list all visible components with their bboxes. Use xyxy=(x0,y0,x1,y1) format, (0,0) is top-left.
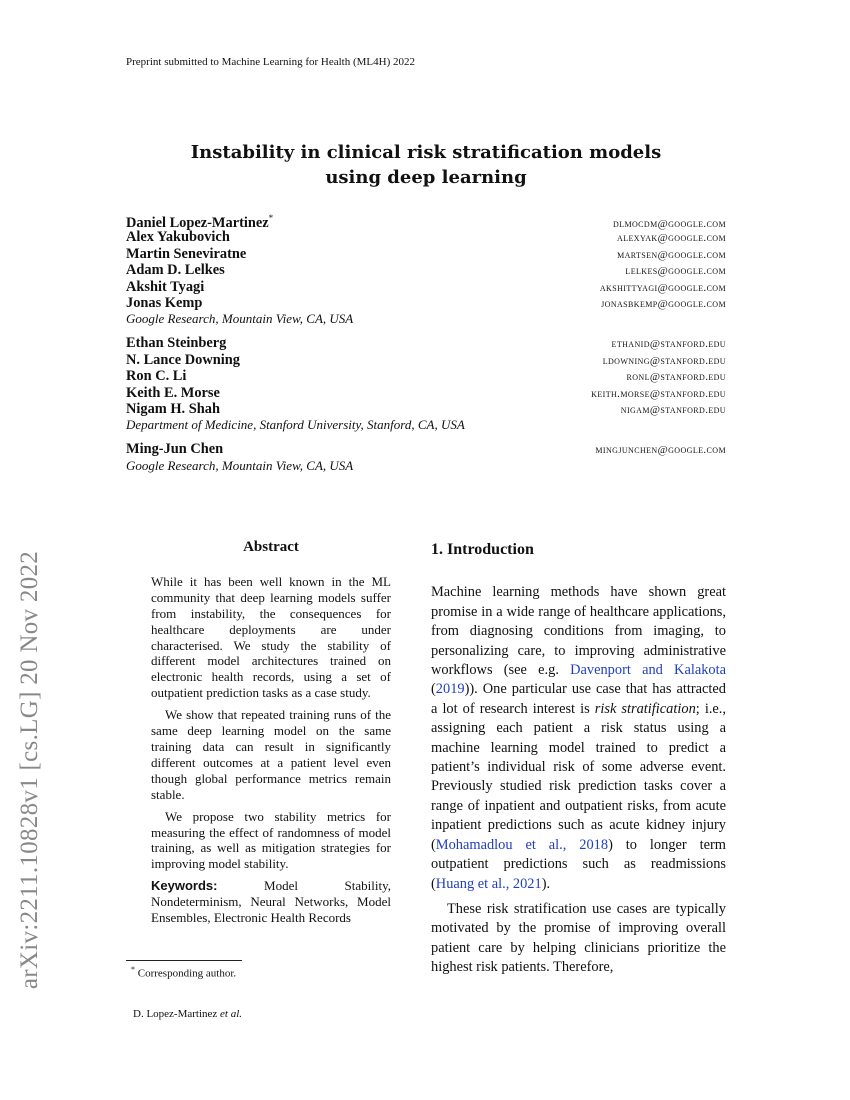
author-email[interactable]: ethanid@stanford.edu xyxy=(611,338,726,351)
author-name: Alex Yakubovich xyxy=(126,229,230,246)
author-email[interactable]: jonasbkemp@google.com xyxy=(601,297,726,310)
author-row xyxy=(126,229,726,245)
author-row xyxy=(126,335,726,351)
footnote xyxy=(131,965,236,980)
affiliation-stanford: Department of Medicine, Stanford University, Stanford, CA, USA xyxy=(126,417,465,433)
author-row xyxy=(126,246,726,262)
author-email[interactable]: keith.morse@stanford.edu xyxy=(591,387,726,400)
author-row xyxy=(126,401,726,417)
author-name: Ethan Steinberg xyxy=(126,335,227,352)
author-email[interactable]: ldowning@stanford.edu xyxy=(602,354,726,367)
abstract-paragraph-2: We show that repeated training runs of the same deep learning model on the same training data can result in significantly different outcomes at a patient level even though global performance metrics remain stable. xyxy=(151,707,391,802)
author-name: Daniel Lopez-Martinez* xyxy=(126,213,274,231)
author-name: Jonas Kemp xyxy=(126,294,203,311)
author-row xyxy=(126,213,726,229)
keywords-label: Keywords: xyxy=(151,878,218,894)
affiliation-google: Google Research, Mountain View, CA, USA xyxy=(126,311,354,327)
author-email[interactable]: nigam@stanford.edu xyxy=(620,403,726,416)
author-email[interactable]: ronl@stanford.edu xyxy=(626,371,726,384)
citation-davenport[interactable]: Davenport and Kalakota xyxy=(570,662,726,679)
author-row xyxy=(126,352,726,368)
author-row xyxy=(126,279,726,295)
author-email[interactable]: dlmocdm@google.com xyxy=(613,217,726,230)
author-row xyxy=(126,295,726,311)
author-name: Adam D. Lelkes xyxy=(126,262,225,279)
author-name: Nigam H. Shah xyxy=(126,400,220,417)
arxiv-identifier: arXiv:2211.10828v1 [cs.LG] 20 Nov 2022 xyxy=(16,550,43,990)
running-footer: D. Lopez-Martinez et al. xyxy=(133,1008,243,1020)
author-email[interactable]: akshittyagi@google.com xyxy=(599,281,726,294)
preprint-note: Preprint submitted to Machine Learning for Health (ML4H) 2022 xyxy=(126,56,415,68)
author-name: N. Lance Downing xyxy=(126,351,240,368)
paper-title xyxy=(126,140,726,190)
corresponding-mark: * xyxy=(268,213,274,223)
introduction-paragraph-1: Machine learning methods have shown great promise in a wide range of healthcare applications, from diagnosing conditions from imaging, to personalizing care, to improving administrative workflows (see e.g. Davenport and Kalakota (2019)). One particular use case that has attracted a lot of research interest is risk stratification; i.e., assigning each patient a risk status using a machine learning model trained to predict a patient’s individual risk of some adverse event. Previously studied risk prediction tasks cover a range of inpatient and outpatient risks, from acute inpatient predictions such as acute kidney injury (Mohamadlou et al., 2018) to longer term outpatient predictions such as readmissions (Huang et al., 2021). xyxy=(431,584,726,892)
author-email[interactable]: lelkes@google.com xyxy=(625,265,726,278)
citation-davenport-year[interactable]: 2019 xyxy=(435,681,465,698)
citation-huang[interactable]: Huang et al., 2021 xyxy=(435,875,542,892)
author-email[interactable]: alexyak@google.com xyxy=(617,232,726,245)
author-row xyxy=(126,441,726,457)
title-line-1: Instability in clinical risk stratification models xyxy=(190,142,662,163)
keywords xyxy=(151,878,391,926)
author-row xyxy=(126,385,726,401)
footnote-rule xyxy=(126,960,242,961)
author-name: Martin Seneviratne xyxy=(126,245,247,262)
author-row xyxy=(126,262,726,278)
author-name: Keith E. Morse xyxy=(126,384,220,401)
affiliation-google-2: Google Research, Mountain View, CA, USA xyxy=(126,457,354,473)
title-line-2: using deep learning xyxy=(325,167,527,188)
author-name: Ming-Jun Chen xyxy=(126,441,224,458)
author-row xyxy=(126,368,726,384)
arxiv-sidebar xyxy=(8,290,52,990)
author-name: Ron C. Li xyxy=(126,368,187,385)
keywords-text: Model Stability, Nondeterminism, Neural Networks, Model Ensembles, Electronic Health Records xyxy=(151,878,391,926)
introduction-paragraph-2: These risk stratification use cases are typically motivated by the promise of improving overall patient care by helping clinicians prioritize the highest risk patients. Therefore, xyxy=(431,900,726,976)
author-email[interactable]: mingjunchen@google.com xyxy=(595,444,726,457)
introduction-heading: 1. Introduction xyxy=(431,541,534,558)
author-block xyxy=(126,213,726,476)
author-email[interactable]: martsen@google.com xyxy=(617,248,726,261)
abstract-paragraph-3: We propose two stability metrics for measuring the effect of randomness of model training, as well as mitigation strategies for improving model stability. xyxy=(151,808,391,872)
footnote-mark: * xyxy=(131,965,135,974)
abstract-heading: Abstract xyxy=(243,539,299,555)
citation-mohamadlou[interactable]: Mohamadlou et al., 2018 xyxy=(435,836,609,853)
introduction-section xyxy=(431,540,726,984)
footnote-text: Corresponding author. xyxy=(137,967,237,980)
abstract-section xyxy=(151,540,391,932)
abstract-paragraph-1: While it has been well known in the ML community that deep learning models suffer from instability, the consequences for healthcare deployments are under characterised. We study the stability of different model architectures trained on electronic health records, using a set of outpatient prediction tasks as a case study. xyxy=(151,573,391,701)
author-name: Akshit Tyagi xyxy=(126,278,205,295)
